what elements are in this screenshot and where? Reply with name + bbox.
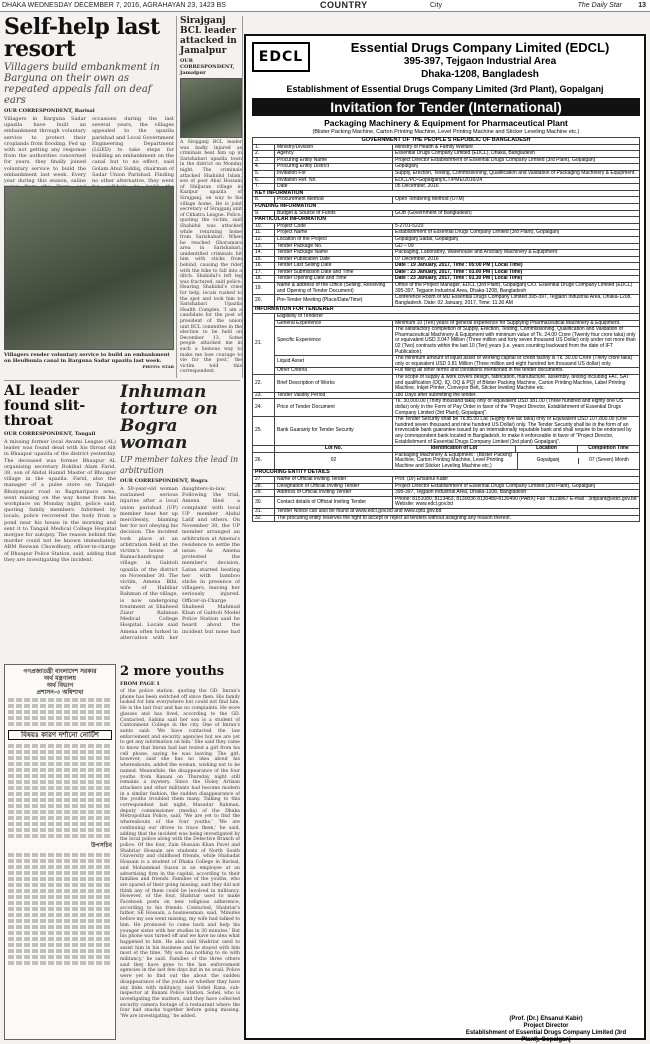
table-cell: 10. [253, 223, 275, 230]
table-cell: 18. [253, 276, 275, 283]
table-cell: 24. [253, 399, 275, 417]
table-cell: 30. [253, 496, 275, 508]
table-cell: 05 December, 2016 [393, 184, 640, 191]
table-cell: Date : 19 January, 2017, Time : 05:00 PM ( Local Time) [393, 263, 640, 270]
lot-row [253, 452, 640, 470]
page-header [0, 0, 650, 12]
table-cell: Location of the Project [275, 236, 393, 243]
table-cell: 31. [253, 509, 275, 516]
notice-text-lines [8, 698, 112, 726]
table-cell: The procuring entity reserves the right to accept or reject all tenders without assigning any reason thereof. [275, 515, 640, 522]
column-rule [242, 16, 243, 378]
table-cell: Tender Opening Date and Time [275, 276, 393, 283]
table-cell: Tender Validity Period [275, 392, 393, 399]
table-cell: 5. [253, 170, 275, 177]
table-cell: Lot No. [275, 446, 393, 453]
table-cell: 25. [253, 417, 275, 446]
signatory-org: Establishment of Essential Drugs Company Limited (3rd Plant), Gopalganj [465, 1030, 627, 1043]
table-cell: The minimum amount of liquid asset or working capital or credit facility is Tk. 30.00 Crore (Thirty crore taka) only or equivalent USD 3.81 Million (Three million and eight hundred ten thousand US dollar) only. [393, 356, 640, 368]
table-cell: 21. [253, 314, 275, 375]
photo-credit: PHOTO: STAR [142, 364, 174, 369]
table-cell: The satisfactory completion of Supply, Erection, Testing, Commissioning, Qualification and Validation of Pharmaceutical Machinery & Equipment with minimum value of Tk. 24.00 Crore (Twenty four crore taka) only or equivalent USD 3.047 Million (Three million and forty seven thousand US Dollar) only under not more than 02 (Two) contracts within the last 10 (Ten) years (i.e. years counting backward from the date of IFT Publication). [393, 327, 640, 356]
story-al-leader [4, 384, 116, 656]
notice-text-lines [8, 744, 112, 838]
signatory-title: Project Director [523, 1023, 569, 1029]
jump-line: FROM PAGE 1 [120, 681, 160, 687]
table-cell: 1. [253, 144, 275, 151]
table-cell: 5-2701-5220 [393, 223, 640, 230]
table-cell: 27. [253, 477, 275, 484]
table-cell: 29. [253, 490, 275, 497]
embankment-photo [4, 186, 174, 350]
table-row [253, 399, 640, 417]
table-row [253, 327, 640, 356]
table-cell: Open Tendering Method (OTM) [393, 197, 640, 204]
section-heading: PROCURING ENTITY DETAILS [253, 470, 640, 477]
table-cell: Tender Package Name [275, 250, 393, 257]
signatory-name: (Prof. (Dr.) Ehsanul Kabir) [509, 1016, 583, 1022]
table-cell: Tender Last Selling Date [275, 263, 393, 270]
table-cell: Office of the Project Manager, EDCL (3rd Plant), Gopalganj C/O. Essential Drugs Company Limited (EDCL) 395-397, Tejgaon Industrial Area, Dhaka-1208, Bangladesh [393, 283, 640, 295]
table-cell: Invitation For [275, 170, 393, 177]
notice-gov: গণপ্রজাতন্ত্রী বাংলাদেশ সরকার [23, 668, 97, 675]
table-cell: 9. [253, 210, 275, 217]
article-body: of the police station, quoting the GD. Imran's phone has been switched off since then. His family looked for him everywhere but could not find him. He is the last four and has no complaints. He wore glasses and has lived, according to the GD. Contacted, Sabina said her son is a student of Cantonment College in the city. One of Imran's aunts said: 'We have contacted the law enforcement and security agencies but we are yet to get any information on him.' She said they came to know that Imran had last texted a girl from his cell phone, saying he was leaving. The girl, however, said she has no idea about his whereabouts, added the woman, wishing not to be named. Meanwhile, the disappearance of the four youths from Banani on Thursday night still remains a mystery. Since the Holey Artisan attackers and other militants had become modern in a similar fashion, the sudden disappearance of the youths troubled them many. Talking to this correspondent last night, Masudur Rahman, deputy commissioner (media) of the Dhaka Metropolitan Police, said, 'We are yet to find the whereabouts of the four youths.' 'We are continuing our drives to trace them,' he said, adding that the incident was being investigated by the local police along with the Detective Branch of police. Of the four, Zain Hossain Khan Pavel and Shahriar Hossain are students of North South University and childhood friends, while Shahadat Hossain is a student of Dhaka College in Barisal, and Mohammad Suzon is an employee at an advertising firm in the capital, according to their families and friends. Families of the youths, who are spared of their going missing, said they did not think any of them could be involved in militancy. However, of the four, Shahriar used to make Facebook posts on new religious adherence, according to his friends. Contacted, Shahriar's father, SK Hossain, a businessman, said, 'Minutes before my son went missing, my wife had talked to him. He promised to come back and help his younger sister with her studies in 30 minutes.' But his phone was turned off and we have no idea what happened to him. He also said Shahriar used to assist him in his business and he stayed with him most of the time. 'My son has nothing to do with militancy,' he said. Families of the three others said they have gone to the law enforcement agencies in the last few days but in no avail. Police were yet to find out the about the sudden disappearance of the youths or whether they have any links with militancy, said Sohel Rana, sub-inspector at Banani Police Station. Sohel, who is investigating the matters, said they have collected security camera footage of a restaurant where the four had snacks together before going missing. 'We are investigating,' he added. [120, 689, 240, 1020]
table-cell: Full filling all other terms and conditions mentioned in the tender documents. [393, 368, 640, 375]
notice-title: বিষয়ঃ কারণ দর্শানো নোটিশ [8, 730, 112, 740]
table-cell: Procuring Entity Name [275, 157, 393, 164]
section-name: COUNTRY [320, 0, 368, 10]
section-rule [4, 380, 240, 381]
table-cell: 6. [253, 177, 275, 184]
table-cell: Phone: 8151080, 8113463, 8130036 8130489-8130490 (PABX) Fax : 8119867 E-mail : 3rdplant@edcl.gov.bd Website: www.edcl.gov.bd [393, 496, 640, 508]
table-cell: Prof. (Dr) Ehsanul Kabir [393, 477, 640, 484]
table-row [253, 283, 640, 295]
table-cell: Other Criteria [275, 368, 393, 375]
table-cell: Tender Publication Date [275, 256, 393, 263]
table-cell: 395-397, Tejgaon Industrial Area, Dhaka-1208, Bangladesh [393, 490, 640, 497]
table-cell: 07 December, 2016 [393, 256, 640, 263]
table-cell: Address of Official Inviting Tender [275, 490, 393, 497]
byline: OUR CORRESPONDENT, Bogra [120, 478, 208, 484]
company-name: Essential Drugs Company Limited (EDCL) [350, 40, 610, 55]
establishment-line: Establishment of Essential Drugs Company Limited (3rd Plant), Gopalganj [286, 84, 604, 94]
table-cell: Price of Tender Document [275, 399, 393, 417]
table-cell: 15. [253, 256, 275, 263]
table-cell: Brief Description of Works [275, 374, 393, 392]
table-cell: 12. [253, 236, 275, 243]
table-cell: Agency [275, 151, 393, 158]
table-cell: General Experience [275, 320, 393, 327]
table-row [253, 496, 640, 508]
section-sub: City [430, 2, 443, 9]
table-cell: 14. [253, 250, 275, 257]
package-detail: (Blister Packing Machine, Carton Printing Machine, Level Printing Machine and Sticker Leveling Machine etc.) [312, 129, 580, 135]
article-body: A missing former local Awami League (AL) leader was found dead with his throat slit in Bhuapur upazila of the district yesterday. The deceased was former Bhuapur AL organising secretary Rokibul Alam Farid, 38, son of Abdul Hamid Master of Bhuapur village in the upazila. Farid, also the manager of a pulse store on Tangail-Bhuiyanpur road in Bagmaripara area, went missing on the way home from his workplace on Monday night, police said, quoting family members. Informed by locals, police recovered the body from a pond near his house in the morning and sent it to Tangail Medical College Hospital morgue for autopsy. The reason behind the murder could not be known immediately, ABM Rezwan Chowdhury, officer-in-charge of Bhuapur Police Station, said, adding that they are investigating the incident. [4, 439, 116, 563]
table-cell: Date [275, 184, 393, 191]
table-cell: 180 Days after submitting the tender. [393, 392, 640, 399]
table-cell: 20. [253, 295, 275, 307]
edcl-logo: EDCL [252, 42, 310, 72]
notice-branch: প্রশাসন-৩ অধিশাখা [36, 689, 84, 696]
table-cell: The Tender Security shall be Tk.85.00 Lac (Eighty five lac taka) only or Equivalent USD 107,800.00 (One hundred seven thousand and nine hundred US Dollar) only. The Tender Security shall be in the form of an irrevocable bank guarantee issued by an internationally reputable bank and shall require to be endorsed by any correspondent bank located in Bangladesh, to make it enforceable in favor of "Project Director, Establishment of Essential Drugs Company Limited (3rd plant) Gopalganj". [393, 417, 640, 446]
table-cell: 7. [253, 184, 275, 191]
table-cell: Essential Drugs Company Limited (EDCL), Dhaka, Bangladesh [393, 151, 640, 158]
table-cell: Packaging, Laboratory, Warehouse and Ancillary Machinery & Equipment [393, 250, 640, 257]
table-cell: GOB (Government of Bangladesh) [393, 210, 640, 217]
lot-loc-head: Location [516, 446, 578, 452]
headline: 2 more youths [120, 664, 225, 679]
lot-time-head: Completion Time [588, 445, 629, 452]
table-cell: 19. [253, 283, 275, 295]
edcl-tender-advertisement [244, 34, 646, 1043]
article-body: A 50-year-old woman sustained serious injuries after a local union parishad (UP) member beat her up mercilessly, blaming her for not obeying his decision. The incident took place at an arbitration held at the victim's house at Ramachandrapur village in Gabtoli upazila of the district on November 30. The victim, Amena Bibi, wife of Habibar Rahman of the village, is now undergoing treatment at Shaheed Ziaur Rahman Medical College Hospital. Locals said Amena often lurked in altercation with her daughters-in-law. Following the trial, Amena filed a complaint with local UP member Abdul Latif and others. On November 30, the UP member arranged an arbitration at Amena's residence to settle the issue. As Amena protested the member's decision, Latan started beating her with bamboo sticks in presence of villagers, leaving her seriously injured. Officer-in-Charge Shaheed Mahmud Khan of Gabtoli Model Police Station said he heard about the incident but none had [120, 486, 240, 641]
table-cell: Project Code [275, 223, 393, 230]
table-cell: Name of Official Inviting Tender [275, 477, 393, 484]
notice-text-lines [8, 853, 112, 965]
table-cell: Eligibility of Tenderer [275, 314, 640, 321]
article-body: Villagers in Barguna Sadar upazila have built an embankment through voluntary service to protect their croplands from flooding. Fed up with not getting any response from the authorities concerned for years, they finally joined voluntary service to build the embankment last week. Every year during this season, saline occasions during the last several years, the villages appealed to the upazila parishad and Local Government Engineering Department (LGED) to take steps for building an embankment on the canal but to no effect, said Golam Abul Siddiq, chairman of Sadar Union Parishad. Finding no other alternative, they went [4, 116, 174, 185]
table-cell: Tk. 30,000.00 (Thirty thousand taka) only or equivalent USD 381.00 (Three hundred and eighty one US dollar) only in the Form of Pay Order in favor of the "Project Director, Establishment of Essential Drugs Company Limited (3rd Plant), Gopalganj". [393, 399, 640, 417]
table-row [253, 417, 640, 446]
table-cell: Minimum 10 (Ten) years of general experience for Supplying Pharmaceutical Machinery & Equipment. [393, 320, 640, 327]
table-cell: Project Director Establishment of Essential Drugs Company Limited (3rd Plant), Gopalganj [393, 157, 640, 164]
lot-location: Gopalganj [518, 458, 579, 464]
table-cell: Specific Experience [275, 327, 393, 356]
table-cell: 17. [253, 269, 275, 276]
table-cell: Budget & Source of Funds [275, 210, 393, 217]
subheadline: UP member takes the lead in arbitration [120, 455, 239, 475]
headline: Inhuman torture on Bogra woman [120, 384, 218, 453]
table-cell: 22. [253, 374, 275, 392]
story-bogra [120, 384, 240, 656]
table-cell: Liquid Asset [275, 356, 393, 368]
table-row [253, 177, 640, 184]
tender-table [252, 137, 640, 522]
table-cell: Project Director Establishment of Essential Drugs Company Limited (3rd Plant), Gopalganj [393, 483, 640, 490]
table-cell: Tender Submission Date and Time [275, 269, 393, 276]
table-cell: GD – 09 [393, 243, 640, 250]
signature-block [456, 1016, 636, 1044]
story-two-more-youths [120, 664, 240, 1040]
headline: Self-help last resort [4, 16, 160, 62]
lot-ident-head: Identification of Lot [393, 446, 516, 452]
table-cell: Conference Room of MD Essential Drugs Company Limited 395-397, Tejgaon Industrial Area, Dhaka-1208, Bangladesh. Date: 02 January, 2017, Time: 11.30 AM [393, 295, 640, 307]
invitation-banner: Invitation for Tender (International) [252, 98, 640, 116]
lot-detail [393, 452, 640, 470]
table-cell: Pre-Tender Meeting (Place/Date/Time) [275, 295, 393, 307]
photo-caption: Villagers render voluntary service to build an embankment on Heulbunia canal in Barguna Sadar upazila last week. [4, 352, 170, 364]
table-row [253, 217, 640, 224]
lot-ident: Packaging Machinery & Equipment : (Blister Packing Machine, Carton Printing Machine, Level Printing Machine and Sticker Leveling Machine etc.) [393, 453, 518, 470]
notice-division: অর্থ বিভাগ [46, 682, 74, 689]
headline: AL leader found slit-throat [4, 384, 86, 429]
table-cell: Procuring Entity District [275, 164, 393, 171]
table-cell: Tender Notice can also be found at www.edcl.gov.bd and www.cptu.gov.bd [275, 509, 640, 516]
byline: OUR CORRESPONDENT, Jamalpur [180, 58, 235, 76]
table-cell: Gopalganj Sadar, Gopalganj [393, 236, 640, 243]
table-cell: Tender Package No. [275, 243, 393, 250]
notice-signatory: উপসচিব [90, 842, 112, 849]
table-cell: 16. [253, 263, 275, 270]
table-row [253, 236, 640, 243]
table-cell: 23. [253, 392, 275, 399]
table-cell: Designation of Official Inviting Tender [275, 483, 393, 490]
table-cell: Supply, Erection, Testing, Commissioning, Qualification and Validation of Packaging Machinery & Equipment. [393, 170, 640, 177]
package-title: Packaging Machinery & Equipment for Pharmaceutical Plant [324, 118, 568, 128]
table-cell: Invitation Ref. No. [275, 177, 393, 184]
government-heading: GOVERNMENT OF THE PEOPLE'S REPUBLIC OF BANGLADESH [253, 138, 640, 145]
table-cell: Establishment of Essential Drugs Company Limited (3rd Plant), Gopalganj [393, 230, 640, 237]
subheadline: Villagers build embankment in Barguna on their own as repeated appeals fall on deaf ears [4, 62, 160, 106]
table-row [253, 356, 640, 368]
table-cell: Ministry/Division [275, 144, 393, 151]
table-cell: 28. [253, 483, 275, 490]
table-cell: Bank Guaranty for Tender Security [275, 417, 393, 446]
table-cell: 8. [253, 197, 275, 204]
company-city: Dhaka-1208, Bangladesh [421, 69, 539, 80]
byline: OUR CORRESPONDENT, Tangail [4, 431, 96, 437]
table-row [253, 184, 640, 191]
table-cell: Date : 23 January, 2017, Time : 03.00 PM ( Local Time) [393, 269, 640, 276]
table-cell: 26. [253, 452, 275, 470]
dateline: DHAKA WEDNESDAY DECEMBER 7, 2016, AGRAHAYAN 23, 1423 BS [2, 2, 226, 9]
table-cell: Project Name [275, 230, 393, 237]
table-cell: EDCL/PD-Gopalganj/ICT/PME/2016/24 [393, 177, 640, 184]
table-cell: 3. [253, 157, 275, 164]
table-cell: Procurement Method [275, 197, 393, 204]
page-number: 13 [638, 2, 646, 9]
table-cell: Date : 23 January, 2017, Time : 03.30 PM ( Local Time) [393, 276, 640, 283]
table-cell: The scope of supply & work covers design, fabrication, manufacture, assembly, testing including FAT, SAT and qualification (DQ, IQ, OQ & PQ) of Blister Packing Machine, Carton Printing Machine, Label Printing Machine, Inkjet Printer, Conveyor Belt, Sticker leveling Machine etc. [393, 374, 640, 392]
table-cell: Name & address of the Office (Selling, Receiving and Opening of Tender Document) [275, 283, 393, 295]
photo-caption-box [4, 352, 174, 374]
table-row [253, 515, 640, 522]
masthead: The Daily Star [577, 2, 622, 9]
table-row [253, 295, 640, 307]
story-sirajganj-bcl-column [176, 16, 242, 378]
bcl-photo [180, 78, 242, 138]
company-address: 395-397, Tejgaon Industrial Area [403, 56, 557, 67]
section-heading: INFORMATION FOR TENDERER [253, 307, 640, 314]
section-heading: KEY INFORMATION [253, 190, 640, 197]
table-cell: 32. [253, 515, 275, 522]
byline: OUR CORRESPONDENT, Barisal [4, 108, 95, 114]
table-cell: 02 [275, 452, 393, 470]
table-cell: Contact details of Official Inviting Tender [275, 496, 393, 508]
table-cell: Gopalganj [393, 164, 640, 171]
bangla-government-notice [4, 664, 116, 1040]
section-heading: PARTICULAR INFORMATION [253, 217, 640, 224]
lot-completion: 07 (Seven) Month [589, 457, 629, 464]
section-heading: FUNDING INFORMATION [253, 203, 640, 210]
table-cell: Ministry of Health & Family Welfare [393, 144, 640, 151]
article-body: A Sirajganj BCL leader was badly injured as criminals beat him up in Sarishabari upazila town in the district on Monday night. The criminals attacked Shahidul Islam, son of poet Abul Hossain of Shiljuran village in Kazipur upazila of Sirajganj, on way to his village home. He is joint secretary of Sirajganj unit of Chhatra League. Police, quoting the victim, said Shahidul was attacked while returning home from Sarishabari. When he reached Ghoramara area in Sarishabari, unidentified criminals hit him with sticks from behind, causing the rider with the bike to fall into a ditch. Shahidul's left leg was fractured, said police. Hearing Shahidul's cries for help, locals rushed to the spot and took him to Sarishabari Upazila Health Complex. 'I am a candidate for the post of president of the union unit BCL committee in the election to be held on December 13. Some people attacked me in such a heinous way to make me lose courage to vie for the post,' the victim told this correspondent. [180, 140, 242, 375]
table-row [253, 374, 640, 392]
table-cell [253, 446, 275, 453]
table-cell: 4. [253, 164, 275, 171]
table-cell: 13. [253, 243, 275, 250]
table-cell: 11. [253, 230, 275, 237]
headline: Sirajganj BCL leader attacked in Jamalpur [180, 16, 237, 56]
notice-ministry: অর্থ মন্ত্রণালয় [43, 675, 77, 682]
table-cell: 2. [253, 151, 275, 158]
